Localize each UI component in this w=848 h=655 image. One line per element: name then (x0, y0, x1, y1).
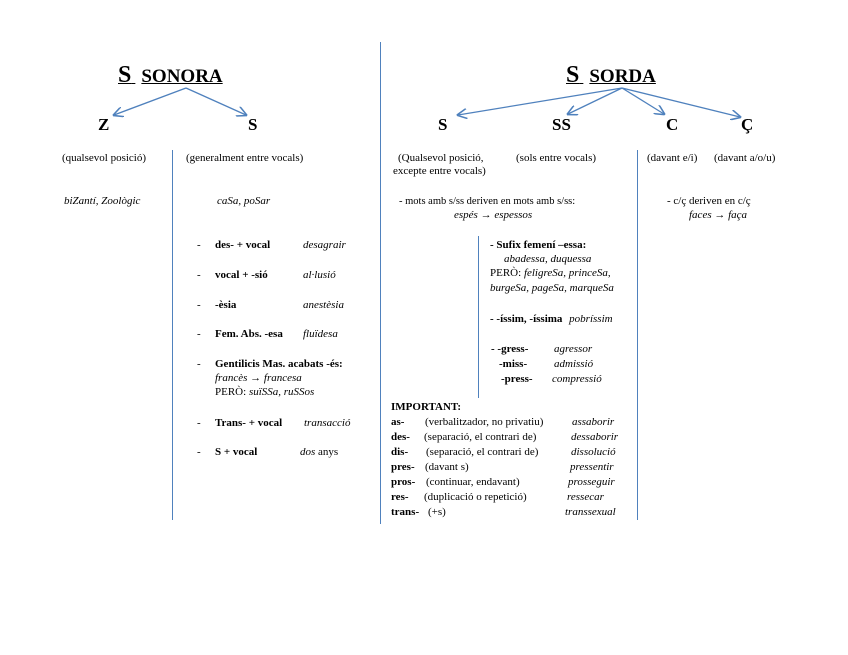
sorda-word: SORDA (589, 66, 656, 87)
rule-example: desagrair (303, 239, 346, 251)
prefix: dis- (391, 446, 409, 458)
list-item (391, 431, 636, 445)
list-item (391, 506, 636, 520)
prefix-example: pressentir (570, 461, 614, 473)
sonora-divider (172, 150, 173, 520)
prefix: pres- (391, 461, 415, 473)
prefix: pros- (391, 476, 416, 488)
sorda-mots-line: - mots amb s/ss deriven en mots amb s/ss: (399, 196, 576, 207)
sonora-desc-z: (qualsevol posició) (62, 152, 147, 164)
sorda-sub-ss: SS (552, 115, 571, 134)
list-item (391, 491, 636, 505)
arrow-sorda-c (622, 88, 664, 114)
sorda-ss-divider (478, 236, 479, 398)
rule-term: - -íssim, -íssima (490, 313, 563, 325)
sonora-example-z: biZantí, Zoològic (64, 195, 141, 207)
prefix-example: ressecar (567, 491, 604, 503)
list-item (391, 416, 636, 430)
prefix-desc: (separació, el contrari de) (426, 446, 539, 458)
bullet-dash: - (197, 358, 201, 370)
sorda-desc-cc: (davant a/o/u) (714, 152, 776, 164)
sorda-cc-example: faces → faça (689, 209, 748, 221)
sonora-title (118, 62, 223, 89)
sorda-sub-c: C (666, 115, 679, 134)
list-item-gentilics (197, 358, 343, 370)
rule-term: des- + vocal (215, 239, 271, 251)
rule-term: -miss- (499, 358, 528, 370)
prefix-desc: (separació, el contrari de) (424, 431, 537, 443)
sorda-desc-s2: excepte entre vocals) (393, 165, 486, 177)
list-item (391, 476, 636, 490)
sonora-word: SONORA (141, 66, 223, 87)
rule-example: admissió (554, 358, 594, 370)
pero-label: PERÒ: (215, 386, 247, 398)
rule-term: vocal + -sió (215, 269, 268, 281)
sufix-term: - Sufix femení –essa: (490, 239, 587, 251)
prefix-desc: (verbalitzador, no privatiu) (425, 416, 544, 428)
list-item (197, 417, 351, 429)
gentilics-pero (215, 386, 314, 398)
rule-term: - -gress- (491, 343, 529, 355)
list-item (391, 461, 636, 475)
list-item (491, 343, 593, 355)
bullet-dash: - (197, 446, 201, 458)
main-divider (380, 42, 381, 524)
rule-example: compressió (552, 373, 602, 385)
prefix: as- (391, 416, 405, 428)
sonora-sub-s: S (248, 115, 258, 134)
prefix: des- (391, 431, 410, 443)
sonora-desc-s: (generalment entre vocals) (186, 152, 304, 164)
pero-example: suïSSa, ruSSos (248, 386, 315, 398)
issim-item (490, 313, 613, 325)
rule-term: Trans- + vocal (215, 417, 283, 429)
rule-term: Fem. Abs. -esa (215, 328, 283, 340)
list-item (197, 446, 339, 458)
bullet-dash: - (197, 299, 201, 311)
prefix-example: transsexual (565, 506, 616, 518)
sorda-sub-s: S (438, 115, 448, 134)
sorda-mots-example: espés → espessos (454, 209, 533, 221)
prefix-example: dessaborir (571, 431, 619, 443)
rule-example: agressor (554, 343, 593, 355)
list-item (197, 239, 346, 251)
bullet-dash: - (197, 417, 201, 429)
sonora-example-s: caSa, poSar (217, 195, 271, 207)
sorda-title (566, 62, 656, 89)
prefix: trans- (391, 506, 420, 518)
bullet-dash: - (197, 239, 201, 251)
arrow-sonora-s (186, 88, 246, 115)
rule-term: -èsia (215, 299, 237, 311)
pero-label: PERÒ: (490, 267, 522, 279)
bullet-dash: - (197, 328, 201, 340)
bullet-dash: - (197, 269, 201, 281)
sorda-c-divider (637, 150, 638, 520)
arrow-sorda-cc (622, 88, 740, 117)
sorda-desc-s: (Qualsevol posició, (398, 152, 484, 164)
rule-term: -press- (501, 373, 533, 385)
pero-example: feligreSa, princeSa, (523, 267, 611, 279)
prefix-desc: (continuar, endavant) (426, 476, 520, 488)
list-item (391, 446, 636, 460)
list-item (499, 358, 594, 370)
rule-example: anestèsia (303, 299, 344, 311)
rule-example: dos anys (300, 446, 339, 458)
rule-example: fluïdesa (303, 328, 338, 340)
sonora-sub-z: Z (98, 115, 110, 134)
sufix-pero (490, 267, 611, 279)
list-item (501, 373, 602, 385)
prefix-example: dissolució (571, 446, 616, 458)
rule-example: al·lusió (303, 269, 336, 281)
prefix-desc: (duplicació o repetició) (424, 491, 527, 503)
rule-example: transacció (304, 417, 351, 429)
sorda-desc-ss: (sols entre vocals) (516, 152, 597, 164)
arrow-sorda-s (458, 88, 622, 115)
sufix-example: abadessa, duquessa (504, 253, 592, 265)
sufix-pero-example2: burgeSa, pageSa, marqueSa (490, 282, 614, 294)
rule-term: Gentilicis Mas. acabats -és: (215, 358, 343, 370)
list-item (197, 299, 344, 311)
prefix-example: assaborir (572, 416, 615, 428)
gentilics-example: francès → francesa (215, 372, 302, 384)
prefix-example: prosseguir (568, 476, 615, 488)
prefix: res- (391, 491, 409, 503)
prefix-desc: (davant s) (425, 461, 469, 473)
sorda-big-s: S (566, 62, 580, 88)
list-item (197, 328, 338, 340)
important-title: IMPORTANT: (391, 401, 462, 413)
sonora-big-s: S (118, 62, 132, 88)
sorda-cc-line: - c/ç deriven en c/ç (667, 195, 751, 207)
rule-term: S + vocal (215, 446, 258, 458)
prefix-desc: (+s) (428, 506, 446, 518)
list-item (197, 269, 336, 281)
sorda-sub-cc: Ç (741, 115, 754, 134)
arrow-sonora-z (114, 88, 186, 115)
sorda-desc-c: (davant e/i) (647, 152, 698, 164)
rule-example: pobríssim (569, 313, 613, 325)
